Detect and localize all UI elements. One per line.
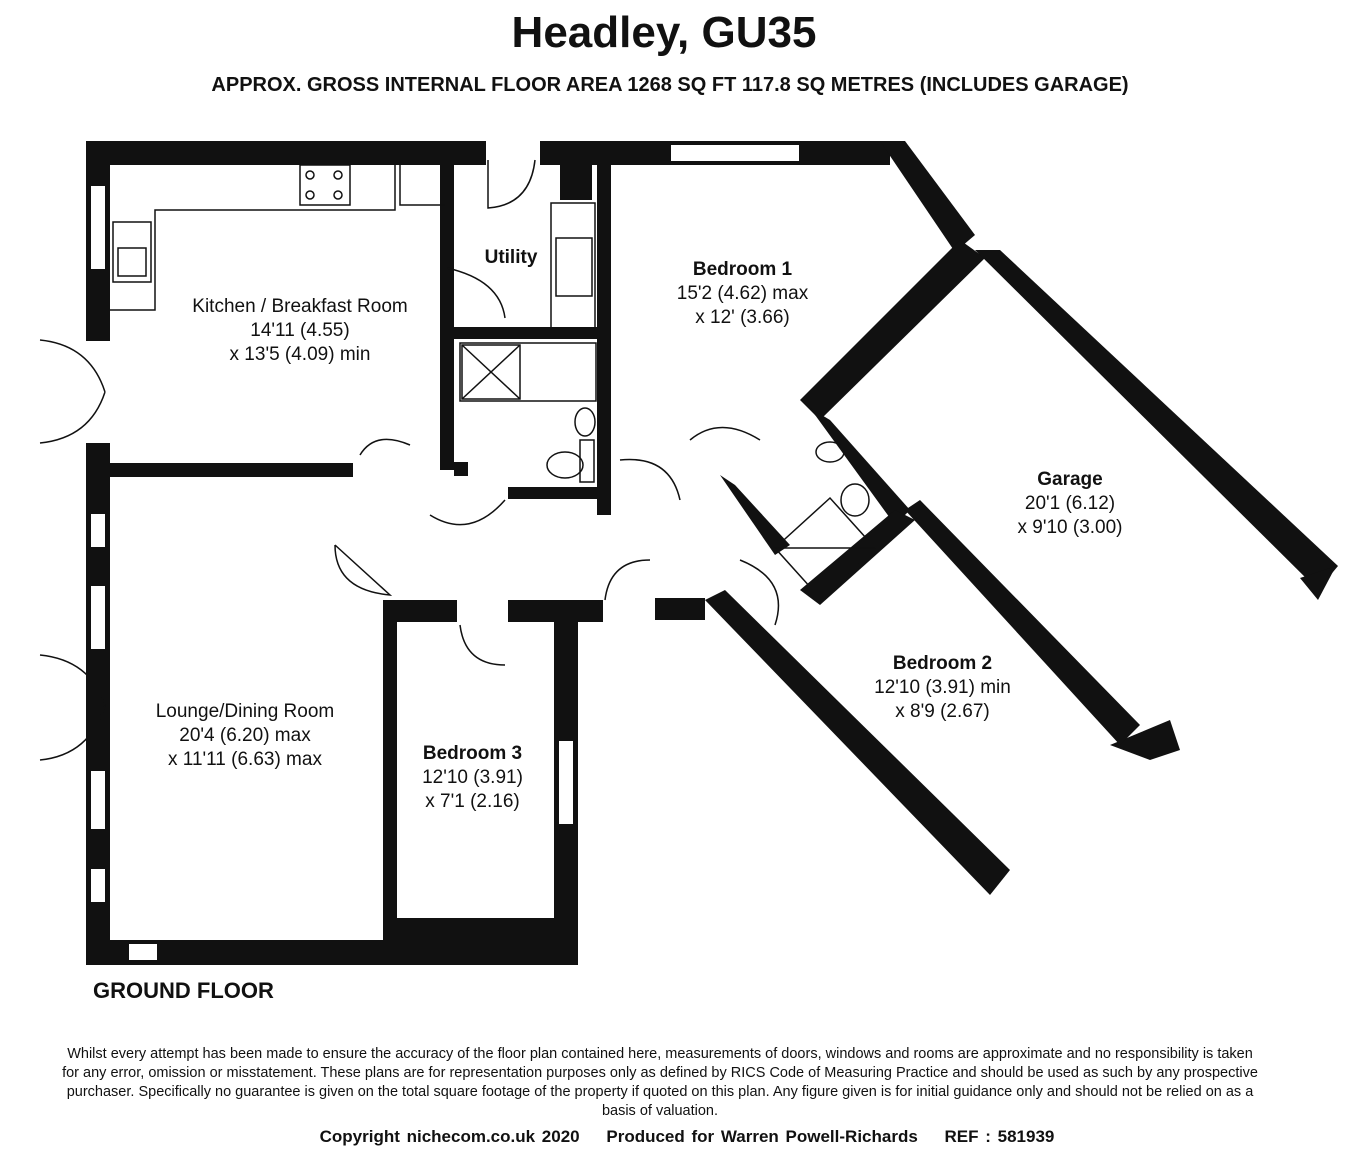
bath-pier	[454, 462, 468, 476]
room-bedroom3	[405, 742, 540, 814]
ensuite-basin	[816, 442, 844, 462]
kitchen-north-wall	[86, 141, 486, 165]
reference-text: REF : 581939	[944, 1127, 1055, 1146]
bedroom3-window	[558, 740, 574, 825]
room-name: Bedroom 2	[892, 653, 993, 674]
bath-south-wall	[508, 487, 608, 499]
bath-bedroom1-wall	[597, 160, 611, 515]
room-name: Lounge/Dining Room	[155, 701, 335, 722]
floor-label: GROUND FLOOR	[93, 978, 274, 1003]
room-utility	[470, 246, 552, 270]
room-dim: x 12' (3.66)	[695, 307, 790, 328]
lounge-bedroom3-wall	[383, 600, 397, 945]
room-dim: 20'4 (6.20) max	[179, 725, 311, 746]
bedroom1-ne-wall	[880, 141, 975, 252]
utility-bath-wall	[454, 327, 604, 339]
bedroom3-door	[460, 625, 505, 665]
lounge-window-2	[90, 585, 106, 650]
plan-title: Headley, GU35	[511, 8, 817, 57]
room-dim: x 7'1 (2.16)	[425, 791, 520, 812]
bedroom1-door	[620, 460, 680, 501]
room-lounge	[145, 700, 345, 772]
room-name: Garage	[1037, 469, 1103, 490]
room-garage	[985, 468, 1155, 540]
room-kitchen	[165, 295, 435, 367]
kitchen-door	[360, 439, 410, 455]
room-dim: 12'10 (3.91)	[422, 767, 523, 788]
lounge-window-3	[90, 770, 106, 830]
room-dim: 20'1 (6.12)	[1024, 493, 1116, 514]
kitchen-utility-wall	[440, 160, 454, 470]
bedroom2-south-wall	[705, 590, 1010, 895]
room-bedroom2	[850, 652, 1035, 724]
room-dim: x 8'9 (2.67)	[895, 701, 990, 722]
utility-door	[447, 268, 505, 318]
room-dim: x 13'5 (4.09) min	[229, 344, 371, 365]
lounge-door	[335, 545, 390, 595]
ensuite-wall	[810, 408, 910, 525]
bedroom1-window	[670, 144, 800, 162]
lounge-south-wall	[86, 940, 578, 965]
hall-south-wall-a	[397, 600, 457, 622]
room-dim: 12'10 (3.91) min	[874, 677, 1011, 698]
utility-pier	[560, 160, 592, 200]
room-name: Bedroom 3	[422, 743, 523, 764]
lounge-window-1	[90, 513, 106, 548]
room-dim: 15'2 (4.62) max	[676, 283, 809, 304]
kitchen-window	[90, 185, 106, 270]
room-name: Utility	[484, 247, 538, 268]
utility-worktop	[551, 203, 595, 328]
room-name: Bedroom 1	[692, 259, 793, 280]
lounge-south-window	[128, 943, 158, 961]
disclaimer-text: Whilst every attempt has been made to ensure the accuracy of the floor plan contained here, measurements of doors, windows and rooms are approximate and no responsibility is taken for any error, omission or misstatement. These plans are for representation purposes only as defined by RICS Code of Measuring Practice and should be used as such by any prospective purchaser. Specifically no guarantee is given on the total square footage of the property if quoted on this plan. Any figure given is for initial guidance only and should not be relied on as a basis of valuation.	[62, 1046, 1258, 1119]
ensuite-south-wall	[800, 510, 915, 605]
bathroom-door	[430, 500, 505, 525]
bedroom3-south-wall	[397, 918, 557, 943]
wc	[547, 452, 583, 478]
room-name: Kitchen / Breakfast Room	[192, 296, 408, 317]
hall-south-wall-c	[655, 598, 705, 620]
room-dim: 14'11 (4.55)	[250, 320, 350, 341]
kitchen-lounge-wall	[108, 463, 353, 477]
lounge-window-4	[90, 868, 106, 903]
room-bedroom1	[640, 258, 845, 330]
footer	[0, 1127, 1364, 1147]
kitchen-cupboard-door	[400, 165, 445, 205]
produced-for-text: Produced for Warren Powell-Richards	[606, 1127, 918, 1146]
floor-area-subtitle: APPROX. GROSS INTERNAL FLOOR AREA 1268 SQ FT 117.8 SQ METRES (INCLUDES GARAGE)	[211, 74, 1129, 96]
kitchen-french-doors	[40, 340, 105, 443]
room-dim: x 9'10 (3.00)	[1017, 517, 1123, 538]
ensuite-wc	[841, 484, 869, 516]
bedroom2-door	[605, 560, 650, 600]
basin	[575, 408, 595, 436]
hall-south-wall-b	[508, 600, 603, 622]
bath	[460, 343, 596, 401]
copyright-text: Copyright nichecom.co.uk 2020	[319, 1127, 580, 1146]
ensuite-door	[690, 428, 760, 441]
room-dim: x 11'11 (6.63) max	[168, 749, 322, 770]
utility-sink	[556, 238, 592, 296]
kitchen-worktop	[110, 165, 395, 310]
utility-back-door	[488, 160, 535, 208]
